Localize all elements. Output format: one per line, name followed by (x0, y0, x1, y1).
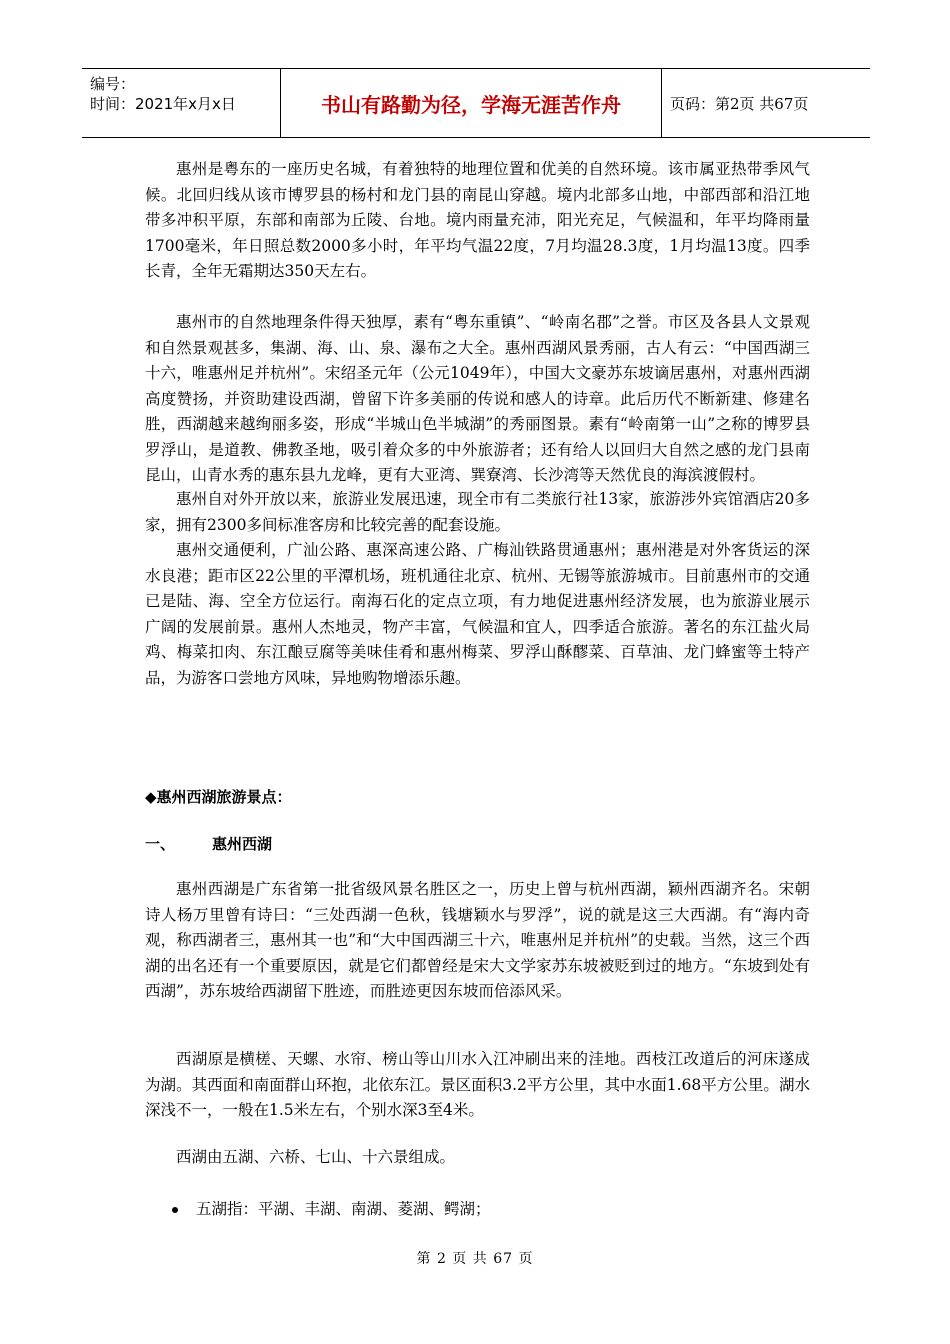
subsection-number: 一、 (145, 835, 176, 853)
bullet-text: 五湖指：平湖、丰湖、南湖、菱湖、鳄湖； (196, 1200, 491, 1218)
bullet-dot-icon (172, 1207, 178, 1213)
intro-paragraph-3: 惠州自对外开放以来，旅游业发展迅速，现全市有二类旅行社13家，旅游涉外宾馆酒店20多家，拥有2300多间标准客房和比较完善的配套设施。 (145, 490, 810, 534)
page-footer: 第 2 页 共 67 页 (416, 1251, 534, 1267)
header-motto: 书山有路勤为径，学海无涯苦作舟 (281, 69, 662, 137)
header-meta (82, 69, 281, 137)
page-header (82, 68, 870, 138)
subsection-title: 惠州西湖 (212, 835, 273, 853)
intro-paragraph-2: 惠州市的自然地理条件得天独厚，素有“粤东重镇”、“岭南名郡”之誉。市区及各县人文景观和自然景观甚多，集湖、海、山、泉、瀑布之大全。惠州西湖风景秀丽，古人有云：“中国西湖三十六，唯惠州足并杭州”。宋绍圣元年（公元1049年），中国大文豪苏东坡谪居惠州，对惠州西湖高度赞扬，并资助建设西湖，曾留下许多美丽的传说和感人的诗章。此后历代不断新建、修建名胜，西湖越来越绚丽多姿，形成“半城山色半城湖”的秀丽图景。素有“岭南第一山”之称的博罗县罗浮山，是道教、佛教圣地，吸引着众多的中外旅游者；还有给人以回归大自然之感的龙门县南昆山，山青水秀的惠东县九龙峰，更有大亚湾、巽寮湾、长沙湾等天然优良的海滨渡假村。 (145, 313, 810, 484)
number-label: 编号： (90, 75, 136, 93)
bullet-list-item (172, 1197, 491, 1219)
xihu-paragraph-2: 西湖原是横槎、天螺、水帘、榜山等山川水入江冲刷出来的洼地。西枝江改道后的河床遂成为湖。其西面和南面群山环抱，北依东江。景区面积3.2平方公里，其中水面1.68平方公里。湖水深浅不一，一般在1.5米左右，个别水深3至4米。 (145, 1050, 810, 1119)
xihu-paragraph-3: 西湖由五湖、六桥、七山、十六景组成。 (176, 1148, 456, 1166)
header-page-label: 页码：第2页 共67页 (670, 94, 809, 113)
intro-paragraph-4: 惠州交通便利，广汕公路、惠深高速公路、广梅汕铁路贯通惠州；惠州港是对外客货运的深水良港；距市区22公里的平潭机场，班机通往北京、杭州、无锡等旅游城市。目前惠州市的交通已是陆、海、空全方位运行。南海石化的定点立项，有力地促进惠州经济发展，也为旅游业展示广阔的发展前景。惠州人杰地灵，物产丰富，气候温和宜人，四季适合旅游。著名的东江盐火局鸡、梅菜扣肉、东江酿豆腐等美味佳肴和惠州梅菜、罗浮山酥醪菜、百草油、龙门蜂蜜等土特产品，为游客口尝地方风味，异地购物增添乐趣。 (145, 541, 810, 687)
xihu-paragraph-1: 惠州西湖是广东省第一批省级风景名胜区之一，历史上曾与杭州西湖，颖州西湖齐名。宋朝诗人杨万里曾有诗曰：“三处西湖一色秋，钱塘颖水与罗浮”，说的就是这三大西湖。有“海内奇观，称西湖者三，惠州其一也”和“大中国西湖三十六，唯惠州足并杭州”的史载。当然，这三个西湖的出名还有一个重要原因，就是它们都曾经是宋大文学家苏东坡被贬到过的地方。“东坡到处有西湖”，苏东坡给西湖留下胜迹，而胜迹更因东坡而倍添风采。 (145, 880, 810, 1000)
intro-paragraph-1: 惠州是粤东的一座历史名城，有着独特的地理位置和优美的自然环境。该市属亚热带季风气候。北回归线从该市博罗县的杨村和龙门县的南昆山穿越。境内北部多山地，中部西部和沿江地带多冲积平原，东部和南部为丘陵、台地。境内雨量充沛，阳光充足，气候温和，年平均降雨量1700毫米，年日照总数2000多小时，年平均气温22度，7月均温28.3度，1月均温13度。四季长青，全年无霜期达350天左右。 (145, 160, 810, 280)
section-title: ◆惠州西湖旅游景点： (145, 788, 292, 806)
date-label: 时间：2021年x月x日 (90, 95, 236, 113)
